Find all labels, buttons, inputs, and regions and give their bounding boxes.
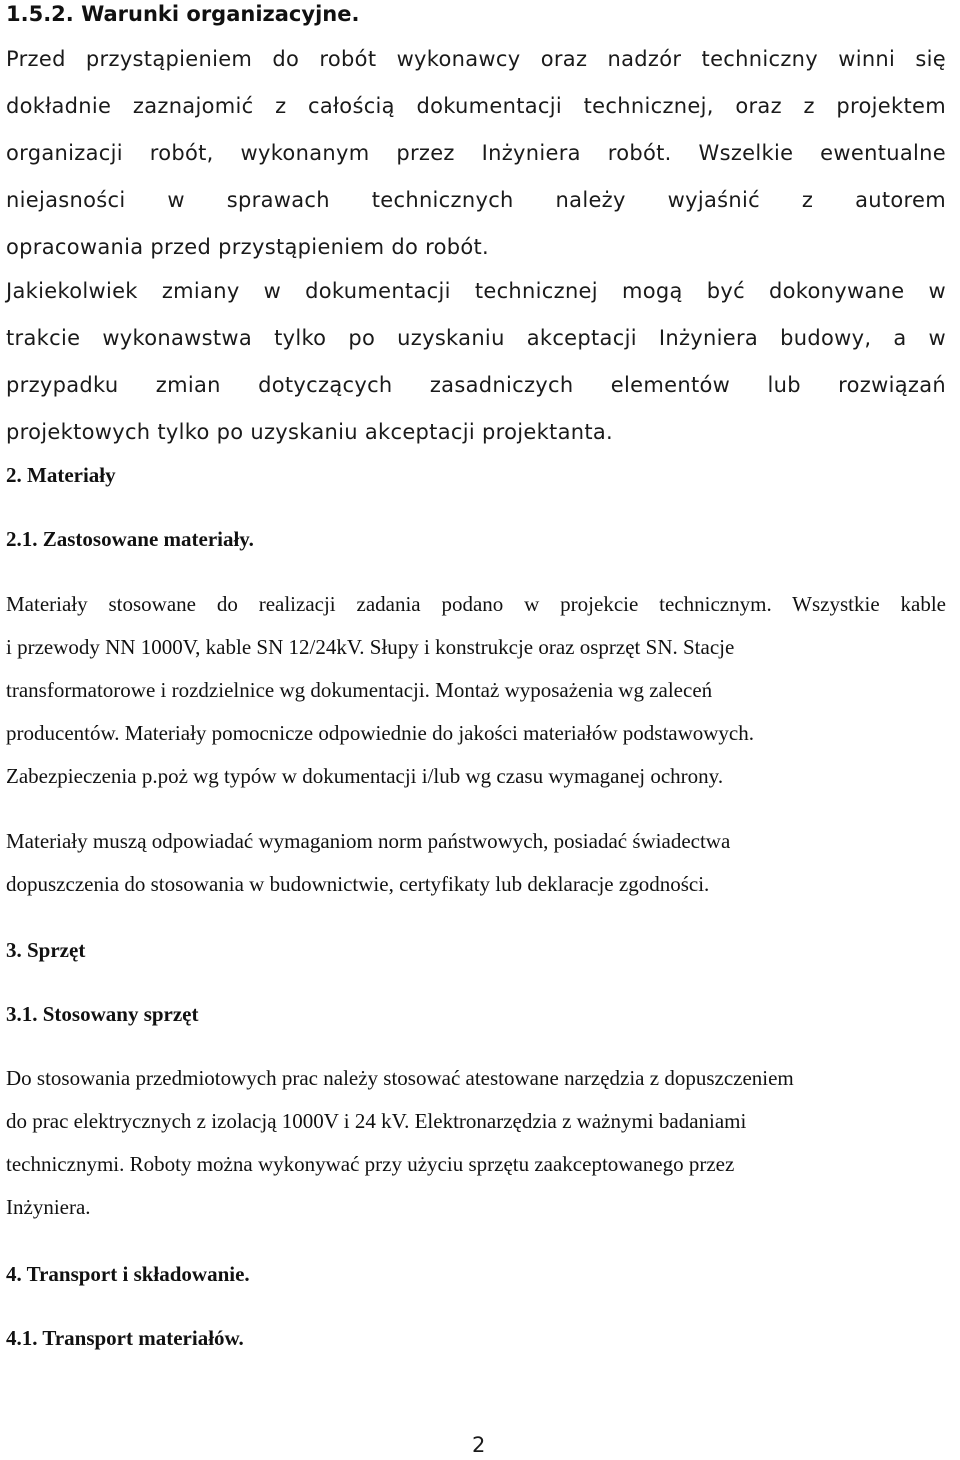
paragraph-line: niejasności w sprawach technicznych należy wyjaśnić z autorem bbox=[6, 188, 946, 212]
section-heading-2 bbox=[6, 461, 946, 489]
paragraph-line: opracowania przed przystąpieniem do robót. bbox=[6, 235, 490, 259]
paragraph-line: Inżyniera. bbox=[6, 1195, 91, 1219]
paragraph-line: przypadku zmian dotyczących zasadniczych elementów lub rozwiązań bbox=[6, 373, 946, 397]
paragraph-line: Przed przystąpieniem do robót wykonawcy oraz nadzór techniczny winni się bbox=[6, 47, 946, 71]
section-heading-1-5-2 bbox=[6, 0, 946, 28]
subsection-heading-text: 4.1. Transport materiałów. bbox=[6, 1326, 244, 1350]
paragraph-line: Do stosowania przedmiotowych prac należy stosować atestowane narzędzia z dopuszczeniem bbox=[6, 1066, 794, 1090]
subsection-heading-4-1 bbox=[6, 1324, 946, 1352]
paragraph-equipment bbox=[6, 1057, 946, 1229]
paragraph-line: trakcie wykonawstwa tylko po uzyskaniu akceptacji Inżyniera budowy, a w bbox=[6, 326, 946, 350]
section-heading-3 bbox=[6, 936, 946, 964]
paragraph-materials-used bbox=[6, 583, 946, 798]
paragraph-materials-standards bbox=[6, 820, 946, 906]
paragraph-organization-conditions bbox=[6, 36, 946, 271]
paragraph-line: do prac elektrycznych z izolacją 1000V i 24 kV. Elektronarzędzia z ważnymi badaniami bbox=[6, 1109, 747, 1133]
section-heading-4 bbox=[6, 1260, 946, 1288]
paragraph-line: projektowych tylko po uzyskaniu akceptacji projektanta. bbox=[6, 420, 614, 444]
subsection-heading-2-1 bbox=[6, 525, 946, 553]
paragraph-line: i przewody NN 1000V, kable SN 12/24kV. Słupy i konstrukcje oraz osprzęt SN. Stacje bbox=[6, 635, 735, 659]
paragraph-documentation-changes bbox=[6, 268, 946, 456]
page-number: 2 bbox=[472, 1433, 486, 1457]
paragraph-line: dopuszczenia do stosowania w budownictwie, certyfikaty lub deklaracje zgodności. bbox=[6, 872, 710, 896]
section-heading-text: 4. Transport i składowanie. bbox=[6, 1262, 250, 1286]
paragraph-line: Materiały stosowane do realizacji zadania podano w projekcie technicznym. Wszystkie kable bbox=[6, 592, 946, 616]
paragraph-line: Materiały muszą odpowiadać wymaganiom norm państwowych, posiadać świadectwa bbox=[6, 829, 731, 853]
paragraph-line: Jakiekolwiek zmiany w dokumentacji technicznej mogą być dokonywane w bbox=[6, 279, 946, 303]
paragraph-line: Zabezpieczenia p.poż wg typów w dokumentacji i/lub wg czasu wymaganej ochrony. bbox=[6, 764, 724, 788]
paragraph-line: organizacji robót, wykonanym przez Inżyniera robót. Wszelkie ewentualne bbox=[6, 141, 946, 165]
subsection-heading-3-1 bbox=[6, 1000, 946, 1028]
paragraph-line: producentów. Materiały pomocnicze odpowiednie do jakości materiałów podstawowych. bbox=[6, 721, 755, 745]
paragraph-line: dokładnie zaznajomić z całością dokumentacji technicznej, oraz z projektem bbox=[6, 94, 946, 118]
section-heading-text: 2. Materiały bbox=[6, 463, 116, 487]
paragraph-line: technicznymi. Roboty można wykonywać przy użyciu sprzętu zaakceptowanego przez bbox=[6, 1152, 735, 1176]
section-heading-text: 1.5.2. Warunki organizacyjne. bbox=[6, 2, 360, 26]
subsection-heading-text: 3.1. Stosowany sprzęt bbox=[6, 1002, 199, 1026]
paragraph-line: transformatorowe i rozdzielnice wg dokumentacji. Montaż wyposażenia wg zaleceń bbox=[6, 678, 713, 702]
section-heading-text: 3. Sprzęt bbox=[6, 938, 86, 962]
subsection-heading-text: 2.1. Zastosowane materiały. bbox=[6, 527, 254, 551]
